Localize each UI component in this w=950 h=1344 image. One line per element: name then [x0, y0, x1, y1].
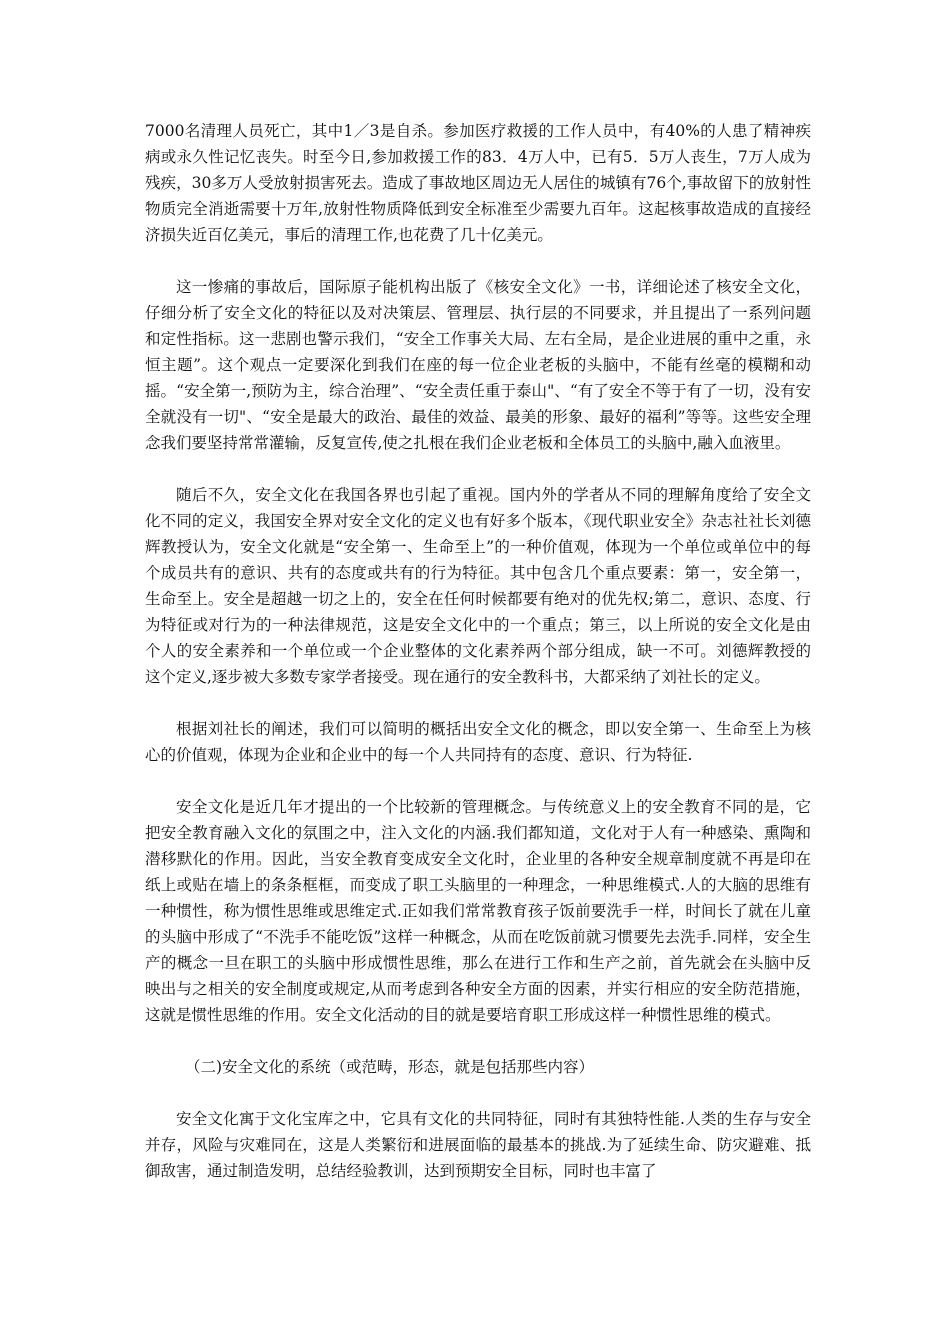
- paragraph-china-safety-culture-definition: 随后不久，安全文化在我国各界也引起了重视。国内外的学者从不同的理解角度给了安全文化不同的定义，我国安全界对安全文化的定义也有好多个版本，《现代职业安全》杂志社社长刘德辉教授认为，安全文化就是“安全第一、生命至上”的一种价值观，体现为一个单位或单位中的每个成员共有的意识、共有的态度或共有的行为特征。其中包含几个重点要素：第一，安全第一，生命至上。安全是超越一切之上的，安全在任何时候都要有绝对的优先权;第二，意识、态度、行为特征或对行为的一种法律规范，这是安全文化中的一个重点；第三，以上所说的安全文化是由个人的安全素养和一个单位或一个企业整体的文化素养两个部分组成，缺一不可。刘德辉教授的这个定义,逐步被大多数专家学者接受。现在通行的安全教科书，大都采纳了刘社长的定义。: [145, 486, 811, 686]
- paragraph-safety-culture-concept: 根据刘社长的阐述，我们可以简明的概括出安全文化的概念，即以安全第一、生命至上为核心的价值观，体现为企业和企业中的每一个人共同持有的态度、意识、行为特征.: [145, 720, 811, 764]
- paragraph-safety-culture-system: 安全文化寓于文化宝库之中，它具有文化的共同特征，同时有其独特性能.人类的生存与安全并存，风险与灾难同在，这是人类繁衍和进展面临的最基本的挑战.为了延续生命、防灾避难、抵御敌害，通过制造发明，总结经验教训，达到预期安全目标，同时也丰富了: [145, 1110, 811, 1180]
- section-heading: （二)安全文化的系统（或范畴，形态，就是包括那些内容）: [185, 1058, 595, 1076]
- document-page: [145, 118, 811, 1210]
- paragraph-chernobyl-casualties: 7000名清理人员死亡，其中1／3是自杀。参加医疗救援的工作人员中，有40%的人患了精神疾病或永久性记忆丧失。时至今日,参加救援工作的83．4万人中，已有5．5万人丧生，7万人成为残疾，30多万人受放射损害死去。造成了事故地区周边无人居住的城镇有76个,事故留下的放射性物质完全消逝需要十万年,放射性物质降低到安全标准至少需要九百年。这起核事故造成的直接经济损失近百亿美元，事后的清理工作,也花费了几十亿美元。: [145, 122, 811, 244]
- paragraph-inertial-thinking: 安全文化是近几年才提出的一个比较新的管理概念。与传统意义上的安全教育不同的是，它把安全教育融入文化的氛围之中，注入文化的内涵.我们都知道，文化对于人有一种感染、熏陶和潜移默化的作用。因此，当安全教育变成安全文化时，企业里的各种安全规章制度就不再是印在纸上或贴在墙上的条条框框，而变成了职工头脑里的一种理念，一种思维模式.人的大脑的思维有一种惯性，称为惯性思维或思维定式.正如我们常常教育孩子饭前要洗手一样，时间长了就在儿童的头脑中形成了“不洗手不能吃饭”这样一种概念，从而在吃饭前就习惯要先去洗手.同样，安全生产的概念一旦在职工的头脑中形成惯性思维，那么在进行工作和生产之前，首先就会在头脑中反映出与之相关的安全制度或规定,从而考虑到各种安全方面的因素，并实行相应的安全防范措施，这就是惯性思维的作用。安全文化活动的目的就是要培育职工形成这样一种惯性思维的模式。: [145, 798, 811, 1024]
- paragraph-iaea-safety-culture: 这一惨痛的事故后，国际原子能机构出版了《核安全文化》一书，详细论述了核安全文化，仔细分析了安全文化的特征以及对决策层、管理层、执行层的不同要求，并且提出了一系列问题和定性指标。这一悲剧也警示我们，“安全工作事关大局、左右全局，是企业进展的重中之重，永恒主题”。这个观点一定要深化到我们在座的每一位企业老板的头脑中，不能有丝毫的模糊和动摇。“安全第一,预防为主，综合治理”、“安全责任重于泰山"、“有了安全不等于有了一切，没有安全就没有一切"、“安全是最大的政治、最佳的效益、最美的形象、最好的福利”等等。这些安全理念我们要坚持常常灌输，反复宣传,使之扎根在我们企业老板和全体员工的头脑中,融入血液里。: [145, 278, 811, 452]
